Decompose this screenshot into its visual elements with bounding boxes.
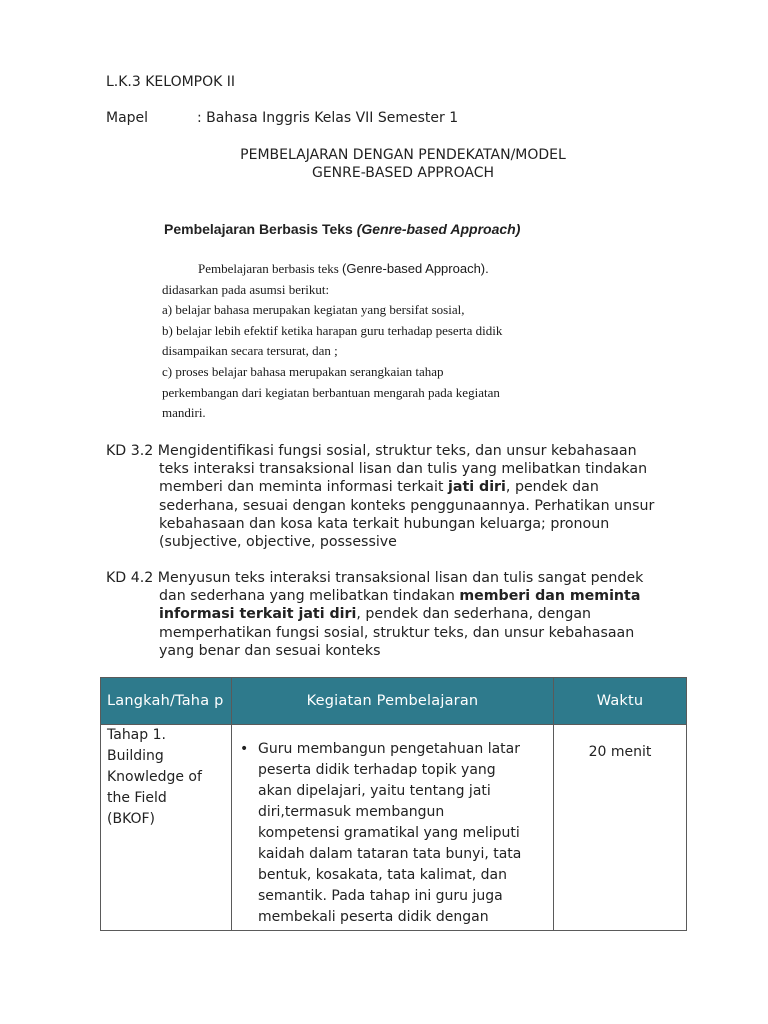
intro-line: mandiri. bbox=[162, 405, 206, 421]
title-line-1: PEMBELAJARAN DENGAN PENDEKATAN/MODEL bbox=[240, 147, 566, 163]
intro-line: didasarkan pada asumsi berikut: bbox=[162, 281, 330, 297]
step-line: Tahap 1. bbox=[107, 727, 166, 743]
step-line: the Field bbox=[107, 790, 167, 806]
activity-line: semantik. Pada tahap ini guru juga bbox=[258, 888, 503, 904]
kd-3-2-paragraph bbox=[106, 442, 706, 551]
column-header-time: Waktu bbox=[554, 678, 687, 725]
group-heading: L.K.3 KELOMPOK II bbox=[106, 74, 236, 90]
kd-3-2-line: KD 3.2 Mengidentifikasi fungsi sosial, struktur teks, dan unsur kebahasaan bbox=[106, 443, 637, 459]
section-subtitle: Pembelajaran Berbasis Teks (Genre-based Approach) bbox=[164, 221, 521, 237]
intro-line: a) belajar bahasa merupakan kegiatan yang bersifat sosial, bbox=[162, 302, 465, 318]
intro-line: b) belajar lebih efektif ketika harapan guru terhadap peserta didik bbox=[162, 322, 503, 338]
activity-line: Guru membangun pengetahuan latar bbox=[258, 741, 520, 757]
mapel-label: Mapel bbox=[106, 110, 149, 126]
kd-4-2-line: yang benar dan sesuai konteks bbox=[159, 642, 381, 659]
activity-cell bbox=[232, 725, 554, 931]
column-header-activity: Kegiatan Pembelajaran bbox=[232, 678, 554, 725]
step-line: (BKOF) bbox=[107, 811, 156, 827]
kd-4-2-line: informasi terkait jati diri, pendek dan sederhana, dengan bbox=[159, 606, 592, 623]
table-header-row bbox=[101, 678, 687, 725]
subtitle-italic: (Genre-based Approach) bbox=[356, 221, 521, 237]
activity-line: diri,termasuk membangun bbox=[258, 804, 445, 820]
list-item bbox=[232, 739, 549, 928]
step-line: Building bbox=[107, 748, 164, 764]
kd-3-2-line: kebahasaan dan kosa kata terkait hubungan keluarga; pronoun bbox=[159, 515, 610, 532]
kd-3-2-line: teks interaksi transaksional lisan dan tulis yang melibatkan tindakan bbox=[159, 461, 648, 478]
kd-3-2-line: sederhana, sesuai dengan konteks penggunaannya. Perhatikan unsur bbox=[159, 497, 655, 514]
kd-4-2-paragraph bbox=[106, 569, 706, 660]
activity-line: kaidah dalam tataran tata bunyi, tata bbox=[258, 846, 522, 862]
bullet-icon: • bbox=[240, 741, 249, 757]
kd-4-2-line: KD 4.2 Menyusun teks interaksi transaksional lisan dan tulis sangat pendek bbox=[106, 570, 644, 586]
step-line: Knowledge of bbox=[107, 769, 202, 785]
time-cell: 20 menit bbox=[554, 725, 687, 931]
intro-paragraph bbox=[162, 259, 642, 424]
kd-4-2-line: dan sederhana yang melibatkan tindakan memberi dan meminta bbox=[159, 588, 641, 605]
activity-line: akan dipelajari, yaitu tentang jati bbox=[258, 783, 491, 799]
kd-3-2-line: memberi dan meminta informasi terkait jati diri, pendek dan bbox=[159, 479, 599, 496]
title-line-2: GENRE-BASED APPROACH bbox=[311, 165, 495, 181]
activity-line: kompetensi gramatikal yang meliputi bbox=[258, 825, 520, 841]
intro-line: perkembangan dari kegiatan berbantuan mengarah pada kegiatan bbox=[162, 384, 500, 400]
intro-line: disampaikan secara tersurat, dan ; bbox=[162, 343, 338, 359]
table-row bbox=[101, 725, 687, 931]
column-header-step: Langkah/Taha p bbox=[101, 678, 232, 725]
intro-lead: Pembelajaran berbasis teks (Genre-based Approach). bbox=[198, 261, 489, 276]
step-cell bbox=[101, 725, 232, 931]
intro-line: c) proses belajar bahasa merupakan serangkaian tahap bbox=[162, 363, 444, 379]
mapel-value: : Bahasa Inggris Kelas VII Semester 1 bbox=[197, 110, 459, 126]
learning-steps-table bbox=[100, 677, 687, 931]
kd-3-2-line: (subjective, objective, possessive bbox=[159, 534, 397, 551]
activity-list bbox=[232, 739, 549, 928]
activity-line: membekali peserta didik dengan bbox=[258, 909, 489, 925]
kd-4-2-line: memperhatikan fungsi sosial, struktur teks, dan unsur kebahasaan bbox=[159, 624, 635, 641]
activity-line: bentuk, kosakata, tata kalimat, dan bbox=[258, 867, 507, 883]
activity-line: peserta didik terhadap topik yang bbox=[258, 762, 496, 778]
